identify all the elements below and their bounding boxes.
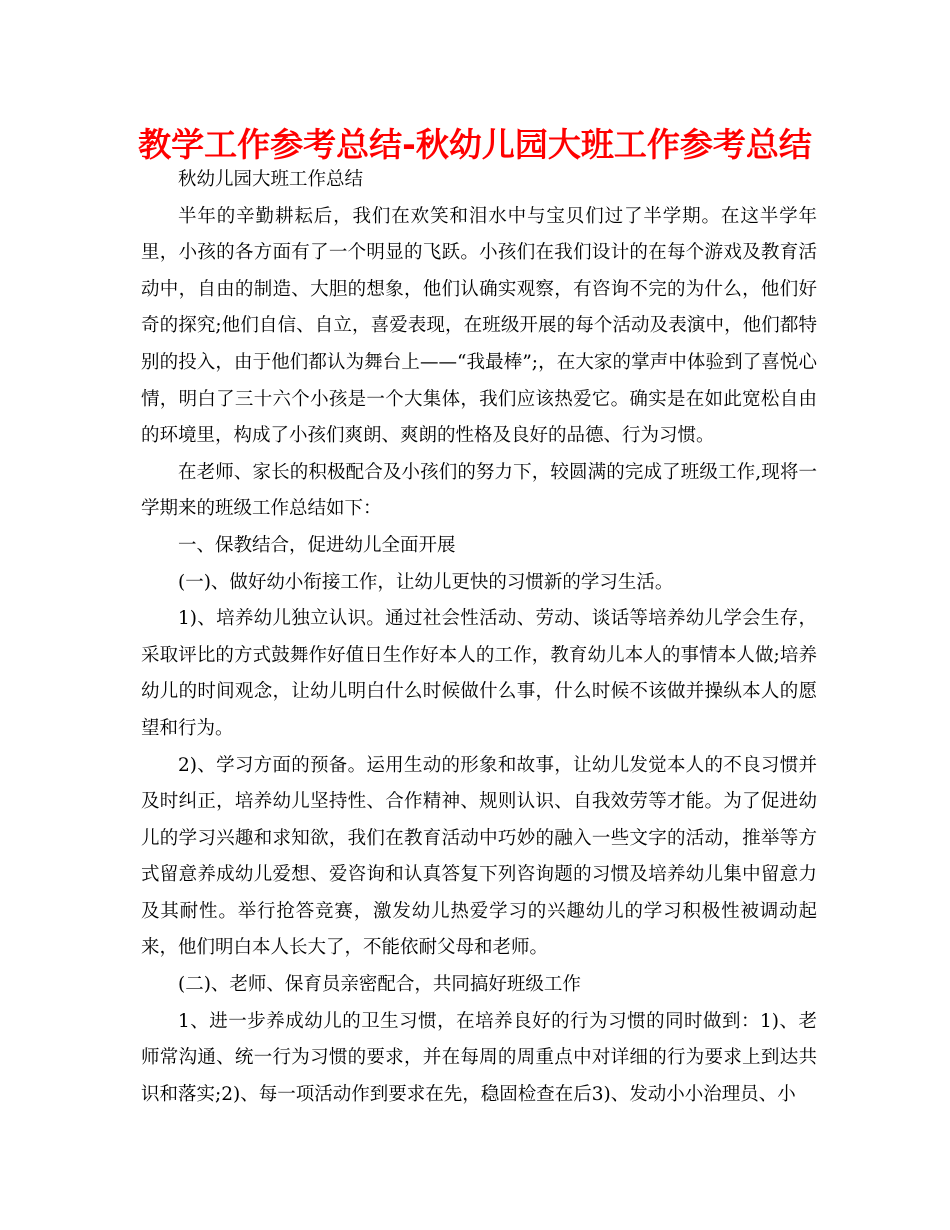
document-body [141,162,817,1113]
subtitle-paragraph: 秋幼儿园大班工作总结 [178,169,364,190]
subsection-heading: (一)、做好幼小衔接工作，让幼儿更快的习惯新的学习生活。 [178,571,674,593]
section-heading: 一、保教结合，促进幼儿全面开展 [178,534,456,556]
subsection-heading: (二)、老师、保育员亲密配合，共同搞好班级工作 [178,974,581,996]
body-paragraph: 在老师、家长的积极配合及小孩们的努力下，较圆满的完成了班级工作,现将一学期来的班级工作总结如下： [141,461,817,520]
body-paragraph: 1、进一步养成幼儿的卫生习惯，在培养良好的行为习惯的同时做到：1)、老师常沟通、统一行为习惯的要求，并在每周的周重点中对详细的行为要求上到达共识和落实;2)、每一项活动作到要求在先，稳固检查在后3)、发动小小治理员、小 [141,1010,817,1105]
document-title: 教学工作参考总结-秋幼儿园大班工作参考总结 [138,125,812,164]
body-paragraph: 2)、学习方面的预备。运用生动的形象和故事，让幼儿发觉本人的不良习惯并及时纠正，培养幼儿坚持性、合作精神、规则认识、自我效劳等才能。为了促进幼儿的学习兴趣和求知欲，我们在教育活动中巧妙的融入一些文字的活动，推举等方式留意养成幼儿爱想、爱咨询和认真答复下列咨询题的习惯及培养幼儿集中留意力及其耐性。举行抢答竞赛，激发幼儿热爱学习的兴趣幼儿的学习积极性被调动起来，他们明白本人长大了，不能依耐父母和老师。 [141,754,817,959]
body-paragraph: 1)、培养幼儿独立认识。通过社会性活动、劳动、谈话等培养幼儿学会生存，采取评比的方式鼓舞作好值日生作好本人的工作，教育幼儿本人的事情本人做;培养幼儿的时间观念，让幼儿明白什么时候做什么事，什么时候不该做并操纵本人的愿望和行为。 [141,608,817,739]
body-paragraph: 半年的辛勤耕耘后，我们在欢笑和泪水中与宝贝们过了半学期。在这半学年里，小孩的各方面有了一个明显的飞跃。小孩们在我们设计的在每个游戏及教育活动中，自由的制造、大胆的想象，他们认确实观察，有咨询不完的为什么，他们好奇的探究;他们自信、自立，喜爱表现，在班级开展的每个活动及表演中，他们都特别的投入，由于他们都认为舞台上——“我最棒”;，在大家的掌声中体验到了喜悦心情，明白了三十六个小孩是一个大集体，我们应该热爱它。确实是在如此宽松自由的环境里，构成了小孩们爽朗、爽朗的性格及良好的品德、行为习惯。 [141,205,817,447]
